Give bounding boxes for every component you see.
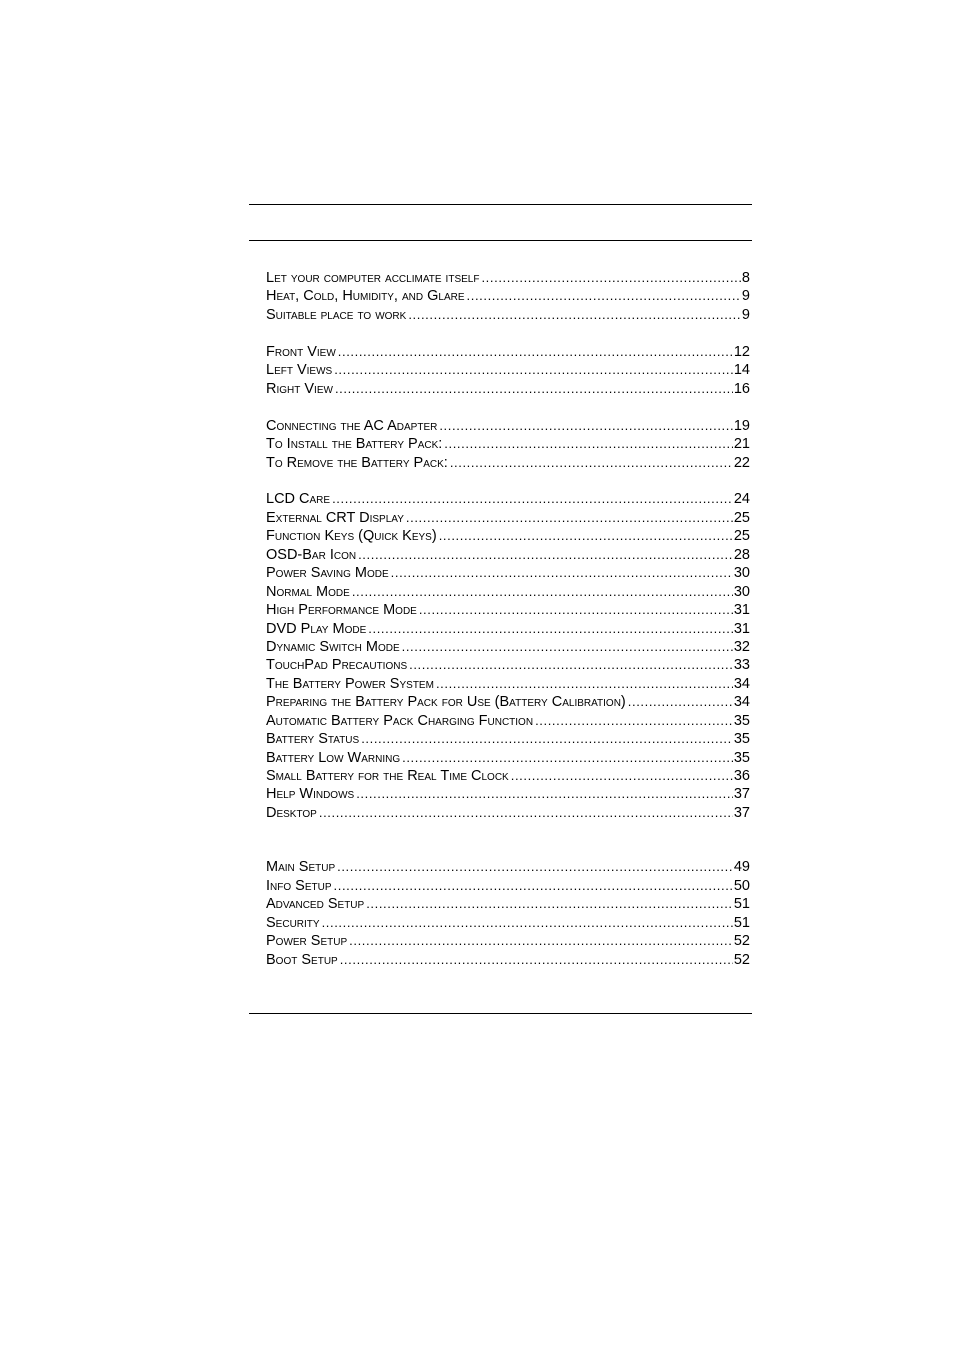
dot-leader [334,877,733,895]
toc-entry-title: Let your computer acclimate itself [266,270,480,286]
toc-entry-page: 19 [733,417,750,434]
dot-leader [439,527,733,545]
toc-entry-title: Boot Setup [266,951,338,968]
toc-entry-page: 30 [733,565,750,582]
footer-rule [249,1013,752,1014]
toc-entry[interactable] [266,527,750,545]
toc-entry[interactable] [266,877,750,895]
toc-entry-title: Automatic Battery Pack Charging Function [266,712,534,729]
toc-entry[interactable] [266,858,750,876]
dot-leader [408,306,741,324]
toc-entry-title: Battery Low Warning [266,749,401,766]
toc-entry-page: 35 [733,712,750,729]
toc-entry-title: Front View [266,343,336,360]
toc-entry-title: Right View [266,380,333,397]
toc-entry-title: The Battery Power System [266,675,434,692]
dot-leader [511,767,733,785]
toc-entry[interactable] [266,454,750,472]
dot-leader [358,546,733,564]
dot-leader [391,564,733,582]
dot-leader [334,361,733,379]
toc-entry-page: 36 [733,768,750,784]
toc-entry-page: 21 [733,436,750,453]
dot-leader [402,638,733,656]
toc-entry-page: 8 [741,270,750,286]
dot-leader [467,287,741,305]
toc-entry-page: 25 [733,528,750,545]
toc-entry[interactable] [266,583,750,601]
toc-group-5 [266,858,750,969]
toc-entry[interactable] [266,656,750,674]
toc-entry-title: DVD Play Mode [266,620,367,637]
toc-entry[interactable] [266,361,750,379]
toc-entry-page: 35 [733,749,750,766]
toc-entry-title: High Performance Mode [266,602,417,619]
toc-entry-page: 33 [733,657,750,674]
toc-entry-page: 31 [733,602,750,619]
dot-leader [450,454,733,472]
toc-entry[interactable] [266,306,750,324]
toc-entry-title: Small Battery for the Real Time Clock [266,768,509,784]
toc-entry-title: External CRT Display [266,509,404,526]
toc-entry-page: 22 [733,454,750,471]
toc-entry-page: 31 [733,620,750,637]
dot-leader [444,435,733,453]
toc-entry-page: 24 [733,491,750,508]
table-of-contents [266,269,750,969]
header-rule-bottom [249,240,752,241]
toc-entry[interactable] [266,343,750,361]
dot-leader [409,656,733,674]
toc-entry-title: Connecting the AC Adapter [266,417,438,434]
dot-leader [349,932,733,950]
toc-entry-title: Security [266,914,320,931]
dot-leader [436,675,733,693]
dot-leader [402,749,733,767]
toc-entry-title: Left Views [266,362,333,379]
toc-entry-page: 9 [741,288,750,305]
toc-entry[interactable] [266,435,750,453]
dot-leader [368,620,733,638]
toc-entry-title: Power Setup [266,933,348,950]
toc-group-1 [266,269,750,324]
toc-entry-page: 12 [733,343,750,360]
toc-entry[interactable] [266,490,750,508]
toc-entry-title: Advanced Setup [266,896,365,913]
toc-entry[interactable] [266,785,750,803]
toc-entry-page: 32 [733,638,750,655]
group-spacer [266,822,750,858]
dot-leader [322,914,733,932]
toc-entry-page: 9 [741,306,750,323]
dot-leader [337,858,733,876]
toc-entry[interactable] [266,914,750,932]
toc-entry-title: Normal Mode [266,583,350,600]
toc-entry-page: 35 [733,731,750,748]
dot-leader [335,380,733,398]
toc-entry-page: 52 [733,933,750,950]
toc-entry[interactable] [266,546,750,564]
toc-entry-title: Battery Status [266,731,360,748]
dot-leader [332,490,733,508]
toc-entry[interactable] [266,269,750,287]
toc-entry[interactable] [266,509,750,527]
toc-entry-title: Preparing the Battery Pack for Use (Battery Calibration) [266,694,626,711]
dot-leader [628,693,733,711]
dot-leader [419,601,733,619]
group-spacer [266,472,750,491]
toc-entry-title: Power Saving Mode [266,565,389,582]
toc-entry[interactable] [266,287,750,305]
toc-entry-title: Suitable place to work [266,306,407,323]
toc-entry-title: Main Setup [266,859,336,876]
dot-leader [352,583,733,601]
toc-entry[interactable] [266,380,750,398]
toc-entry-title: Function Keys (Quick Keys) [266,528,437,545]
toc-entry[interactable] [266,730,750,748]
group-spacer [266,398,750,417]
toc-entry[interactable] [266,417,750,435]
dot-leader [361,730,733,748]
dot-leader [406,509,733,527]
toc-entry[interactable] [266,749,750,767]
toc-entry-page: 49 [733,859,750,876]
toc-entry-page: 51 [733,914,750,931]
toc-entry-page: 34 [733,675,750,692]
toc-entry[interactable] [266,951,750,969]
toc-entry[interactable] [266,712,750,730]
toc-entry[interactable] [266,620,750,638]
header-rule-top [249,204,752,205]
dot-leader [366,895,733,913]
dot-leader [439,417,733,435]
toc-entry-title: Dynamic Switch Mode [266,638,400,655]
toc-group-2 [266,343,750,398]
toc-entry[interactable] [266,675,750,693]
toc-entry-page: 16 [733,380,750,397]
toc-entry-page: 30 [733,583,750,600]
toc-entry-title: Heat, Cold, Humidity, and Glare [266,288,465,305]
toc-entry-title: LCD Care [266,491,331,508]
toc-entry[interactable] [266,804,750,822]
dot-leader [338,343,733,361]
toc-entry[interactable] [266,693,750,711]
toc-entry-title: Help Windows [266,786,355,803]
toc-group-3 [266,417,750,472]
toc-entry-title: To Remove the Battery Pack: [266,454,448,471]
toc-entry-page: 34 [733,694,750,711]
toc-entry-page: 14 [733,362,750,379]
dot-leader [535,712,733,730]
toc-entry-page: 52 [733,951,750,968]
toc-entry[interactable] [266,767,750,785]
toc-entry-page: 50 [733,877,750,894]
toc-entry-page: 28 [733,546,750,563]
toc-entry[interactable] [266,932,750,950]
toc-entry-title: OSD-Bar Icon [266,546,357,563]
dot-leader [340,951,733,969]
toc-entry-page: 37 [733,804,750,821]
dot-leader [356,785,733,803]
toc-entry-page: 25 [733,509,750,526]
toc-entry-title: Info Setup [266,877,332,894]
toc-entry-page: 51 [733,896,750,913]
toc-entry-title: To Install the Battery Pack: [266,436,443,453]
toc-entry[interactable] [266,601,750,619]
toc-entry-page: 37 [733,786,750,803]
toc-entry-title: Desktop [266,804,317,821]
toc-entry[interactable] [266,564,750,582]
toc-group-4 [266,490,750,822]
dot-leader [481,269,740,287]
toc-entry[interactable] [266,638,750,656]
toc-entry[interactable] [266,895,750,913]
dot-leader [319,804,733,822]
group-spacer [266,324,750,343]
toc-entry-title: TouchPad Precautions [266,657,408,674]
